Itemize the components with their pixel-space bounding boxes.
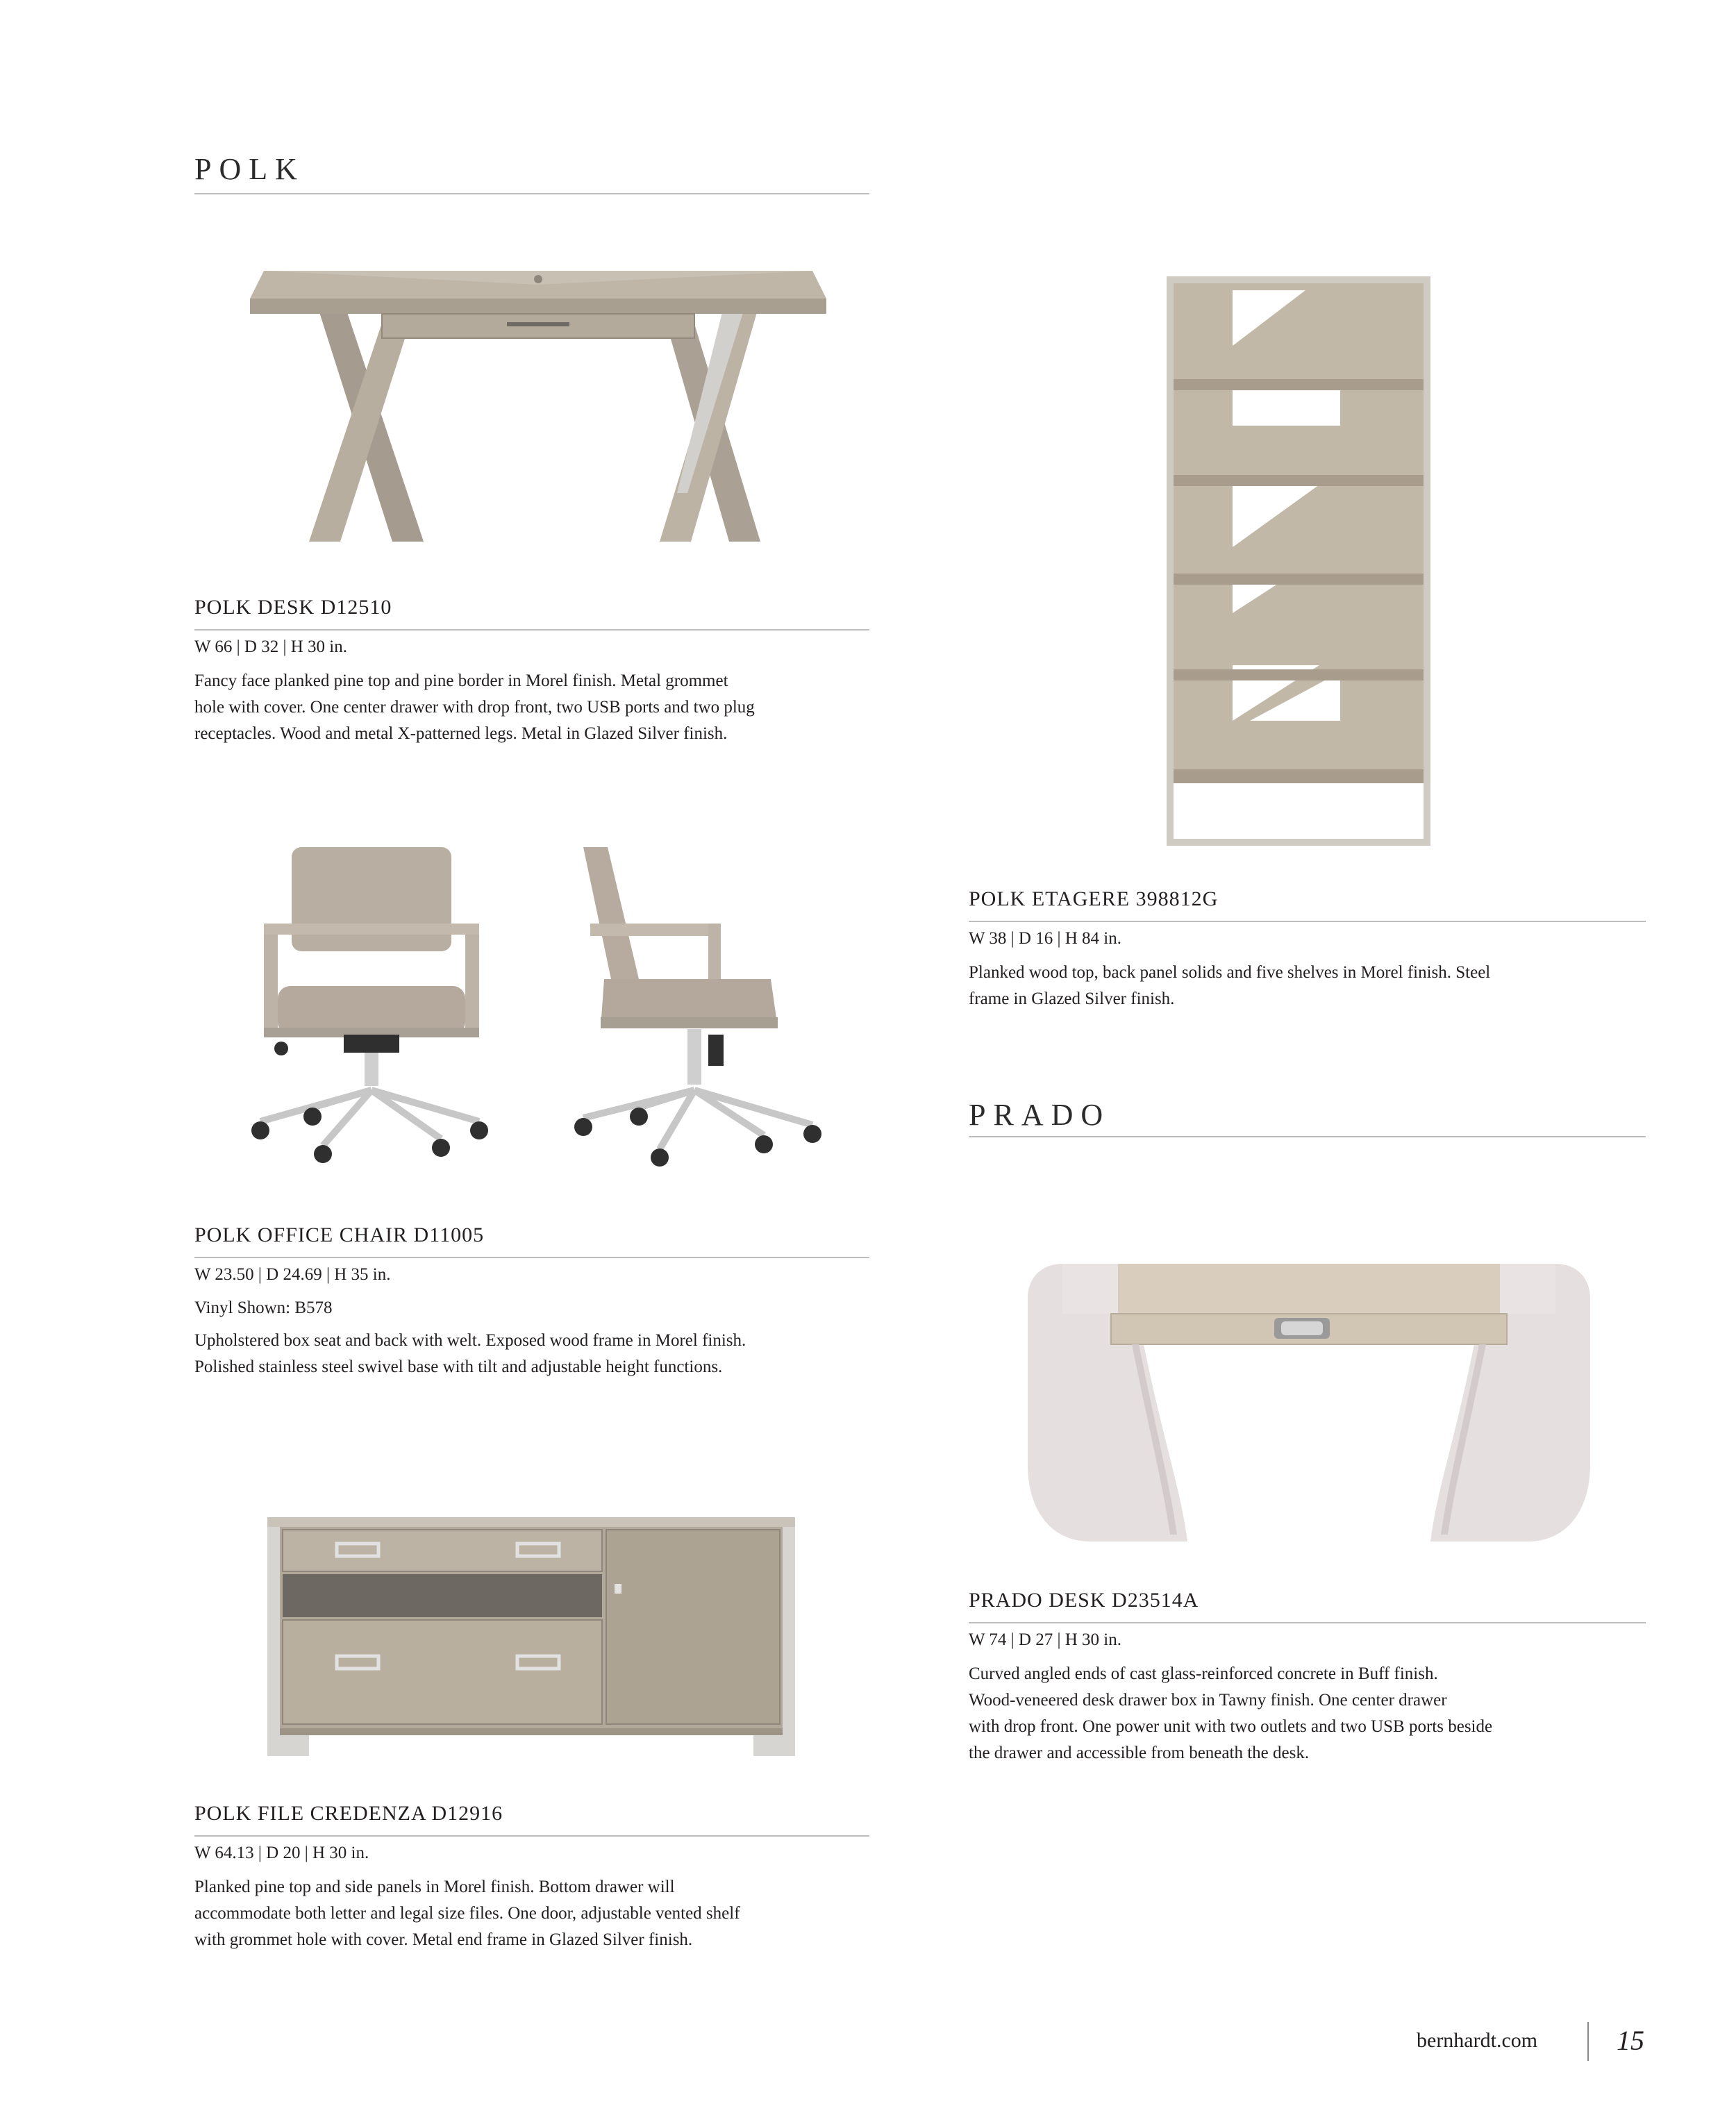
polk-credenza-desc-line: Planked pine top and side panels in Morel finish. Bottom drawer will: [194, 1878, 675, 1896]
polk-chair-desc-line: Polished stainless steel swivel base with tilt and adjustable height functions.: [194, 1357, 723, 1376]
footer-site-link[interactable]: bernhardt.com: [1417, 2029, 1538, 2052]
polk-etagere-description: [969, 960, 1649, 1012]
polk-desk-desc-line: hole with cover. One center drawer with drop front, two USB ports and two plug: [194, 698, 755, 717]
polk-credenza-title: POLK FILE CREDENZA D12916: [194, 1802, 503, 1825]
section-rule-prado: [969, 1136, 1646, 1137]
polk-desk-description: [194, 668, 875, 747]
footer-divider: [1587, 2022, 1589, 2061]
section-rule-polk: [194, 193, 869, 194]
section-title-polk: POLK: [194, 152, 305, 186]
polk-credenza-image: [267, 1517, 795, 1767]
polk-credenza-description: [194, 1874, 875, 1953]
polk-etagere-desc-line: frame in Glazed Silver finish.: [969, 989, 1175, 1008]
prado-desk-image: [1021, 1257, 1597, 1548]
polk-desk-desc-line: Fancy face planked pine top and pine border in Morel finish. Metal grommet: [194, 671, 728, 690]
section-title-prado: PRADO: [969, 1098, 1111, 1132]
polk-etagere-dims: W 38 | D 16 | H 84 in.: [969, 929, 1121, 948]
prado-desk-desc-line: Wood-veneered desk drawer box in Tawny finish. One center drawer: [969, 1691, 1447, 1710]
polk-etagere-title: POLK ETAGERE 398812G: [969, 887, 1219, 910]
prado-desk-title: PRADO DESK D23514A: [969, 1589, 1199, 1612]
polk-chair-rule: [194, 1257, 869, 1258]
polk-chair-desc-line: Upholstered box seat and back with welt. Exposed wood frame in Morel finish.: [194, 1331, 746, 1350]
polk-desk-rule: [194, 629, 869, 630]
prado-desk-rule: [969, 1622, 1646, 1623]
polk-credenza-desc-line: with grommet hole with cover. Metal end frame in Glazed Silver finish.: [194, 1930, 693, 1949]
polk-credenza-desc-line: accommodate both letter and legal size files. One door, adjustable vented shelf: [194, 1904, 740, 1923]
polk-desk-dims: W 66 | D 32 | H 30 in.: [194, 637, 347, 656]
polk-credenza-dims: W 64.13 | D 20 | H 30 in.: [194, 1844, 369, 1862]
polk-desk-title: POLK DESK D12510: [194, 596, 392, 619]
prado-desk-desc-line: Curved angled ends of cast glass-reinforced concrete in Buff finish.: [969, 1664, 1438, 1683]
polk-chair-image: [250, 840, 826, 1167]
prado-desk-desc-line: with drop front. One power unit with two outlets and two USB ports beside: [969, 1717, 1493, 1736]
polk-chair-description: [194, 1328, 875, 1380]
polk-etagere-rule: [969, 921, 1646, 922]
prado-desk-dims: W 74 | D 27 | H 30 in.: [969, 1630, 1121, 1649]
prado-desk-desc-line: the drawer and accessible from beneath the desk.: [969, 1744, 1310, 1762]
polk-chair-dims: W 23.50 | D 24.69 | H 35 in.: [194, 1265, 391, 1284]
polk-chair-title: POLK OFFICE CHAIR D11005: [194, 1223, 485, 1246]
polk-desk-image: [243, 264, 833, 549]
page-number: 15: [1617, 2025, 1644, 2056]
polk-chair-vinyl: Vinyl Shown: B578: [194, 1298, 333, 1317]
polk-etagere-image: [1167, 276, 1430, 846]
polk-credenza-rule: [194, 1835, 869, 1837]
polk-etagere-desc-line: Planked wood top, back panel solids and five shelves in Morel finish. Steel: [969, 963, 1491, 982]
prado-desk-description: [969, 1661, 1649, 1766]
polk-desk-desc-line: receptacles. Wood and metal X-patterned legs. Metal in Glazed Silver finish.: [194, 724, 728, 743]
